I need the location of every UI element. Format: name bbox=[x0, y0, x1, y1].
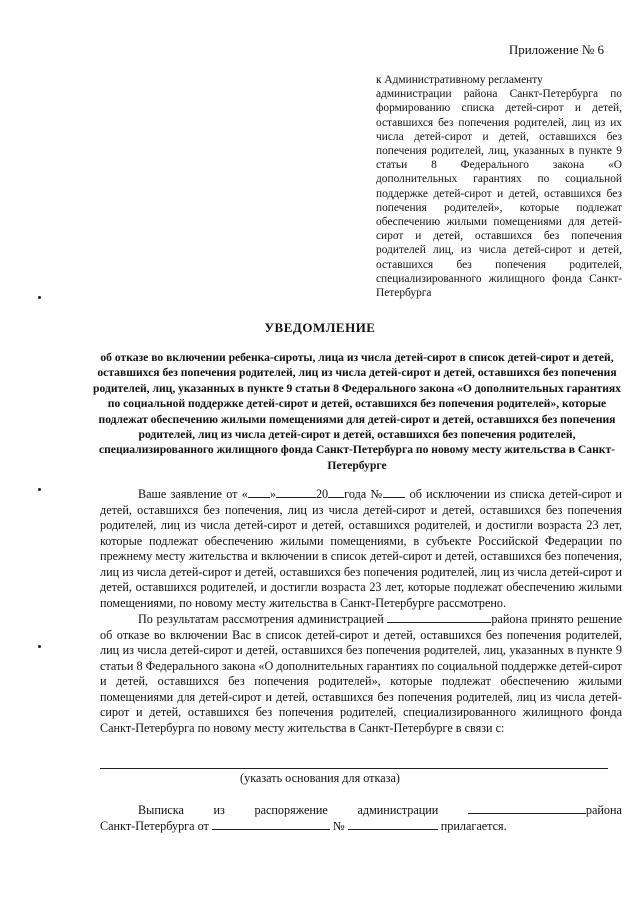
extract-number-label: № bbox=[332, 819, 345, 833]
extract-word: района bbox=[585, 803, 622, 817]
application-text-start: Ваше заявление от « bbox=[138, 487, 248, 501]
number-blank bbox=[348, 818, 438, 830]
month-blank bbox=[276, 486, 316, 498]
margin-dot bbox=[38, 645, 41, 648]
extract-line-2 bbox=[100, 818, 622, 834]
notice-subtitle: об отказе во включении ребенка-сироты, лица из числа детей-сирот в список детей-сирот и детей, оставшихся без попечения родителей, лиц из числа детей-сирот и детей, оставшихся без попечения родителей, лиц, указанных в пункте 9 статьи 8 Федерального закона «О дополнительных гарантиях по социальной поддержке детей-сирот и детей, оставшихся без попечения родителей», которые подлежат обеспечению жилыми помещениями для детей-сирот и детей, оставшихся без попечения родителей, лиц из числа детей-сирот и детей, оставшихся без попечения родителей, специализированного жилищного фонда Санкт-Петербурга по новому месту жительства в Санкт-Петербурге bbox=[93, 351, 621, 472]
reason-label: (указать основания для отказа) bbox=[240, 771, 400, 785]
extract-attached: прилагается. bbox=[440, 819, 507, 833]
district-blank bbox=[387, 611, 491, 623]
decision-text-start: По результатам рассмотрения администрацией bbox=[138, 612, 384, 626]
day-blank bbox=[248, 486, 270, 498]
notice-title: УВЕДОМЛЕНИЕ bbox=[264, 320, 376, 335]
year-prefix: 20 bbox=[315, 487, 329, 501]
year-number-label: года № bbox=[344, 487, 384, 501]
regulation-reference bbox=[376, 73, 622, 300]
margin-dot bbox=[38, 488, 41, 491]
quote-close: » bbox=[269, 487, 276, 501]
decision-text: района принято решение об отказе во включении Вас в список детей-сирот и детей, оставшихся без попечения родителей, лиц из числа детей-сирот и детей, оставшихся без попечения родителей, лиц, указанных в пункте 9 статьи 8 Федерального закона «О дополнительных гарантиях по социальной поддержке детей-сирот и детей, оставшихся без попечения родителей», которые подлежат обеспечению жилыми помещениями для детей-сирот и детей, оставшихся без попечения родителей, лиц из числа детей-сирот и детей, оставшихся без попечения родителей, специализированного жилищного фонда Санкт-Петербурга по новому месту жительства в Санкт-Петербурге в связи с: bbox=[100, 612, 623, 735]
notice-body bbox=[100, 486, 622, 736]
regulation-line-1: к Административному регламенту bbox=[376, 74, 543, 86]
extract-block bbox=[100, 802, 622, 834]
application-text: об исключении из списка детей-сирот и детей, оставшихся без попечения, лиц из числа детей-сирот и детей, оставшихся без попечения родителей, лиц из числа детей-сирот и детей, оставшихся родителей, и достигли возраста 23 лет, которые подлежат обеспечению жилыми помещениями, в субъекте Российской Федерации по прежнему месту жительства и включении в список детей-сирот и детей, оставшихся без попечения, лиц из числа детей-сирот и детей, оставшихся без попечения родителей, лиц из числа детей-сирот и детей, оставшихся родителей, и достигли возраста 23 лет, которые подлежат обеспечению жилыми помещениями, по новому месту жительства в Санкт-Петербурге рассмотрено. bbox=[100, 487, 622, 610]
extract-word: Выписка bbox=[138, 803, 184, 817]
reason-line bbox=[100, 768, 608, 769]
year-blank bbox=[328, 486, 344, 498]
extract-word: распоряжение bbox=[254, 803, 328, 817]
appendix-number: Приложение № 6 bbox=[508, 42, 604, 57]
extract-line-1 bbox=[100, 802, 622, 818]
extract-word: из bbox=[213, 803, 225, 817]
extract-word: администрации bbox=[357, 803, 439, 817]
paragraph-application bbox=[100, 486, 622, 611]
paragraph-decision bbox=[100, 611, 622, 736]
district-blank bbox=[468, 802, 586, 814]
regulation-text: администрации района Санкт-Петербурга по формированию списка детей-сирот и детей, оставшихся без попечения родителей, лиц из их числа детей-сирот и детей, оставшихся без попечения родителей, лиц, указанных в пункте 9 статьи 8 Федерального закона «О дополнительных гарантиях по социальной поддержке детей-сирот и детей, оставшихся без попечения родителей», которые подлежат обеспечению жилыми помещениями для детей-сирот и детей, оставшихся без попечения родителей лиц, из числа детей-сирот и детей, оставшихся без попечения родителей, специализированного жилищного фонда Санкт-Петербурга bbox=[376, 88, 622, 300]
date-blank bbox=[212, 818, 330, 830]
margin-dot bbox=[38, 296, 41, 299]
number-blank bbox=[383, 486, 405, 498]
extract-district bbox=[468, 802, 622, 818]
extract-date-label: Санкт-Петербурга от bbox=[100, 819, 209, 833]
